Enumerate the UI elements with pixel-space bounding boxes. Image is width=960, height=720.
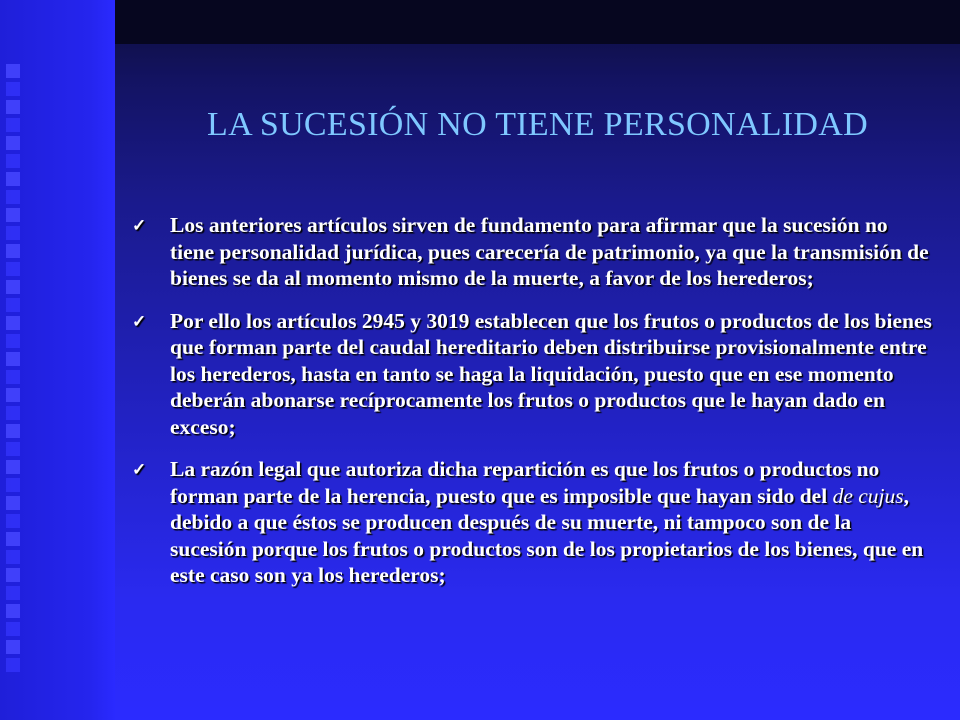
bullet-item xyxy=(132,308,932,441)
decorative-square xyxy=(6,586,20,600)
decorative-square xyxy=(6,226,20,240)
decorative-square xyxy=(6,514,20,528)
decorative-square xyxy=(6,658,20,672)
decorative-square xyxy=(6,262,20,276)
bullet-text-after: , debido a que éstos se producen después de su muerte, ni tampoco son de la sucesión porque los frutos o productos son de los propietarios de los bienes, que en este caso son ya los herederos; xyxy=(170,483,924,587)
decorative-square xyxy=(6,172,20,186)
bullet-item xyxy=(132,456,932,589)
decorative-square xyxy=(6,478,20,492)
decorative-square xyxy=(6,388,20,402)
decorative-square xyxy=(6,550,20,564)
bullet-text: Por ello los artículos 2945 y 3019 establecen que los frutos o productos de los bienes que forman parte del caudal hereditario deben distribuirse provisionalmente entre los herederos, hasta en tanto se haga la liquidación, puesto que en ese momento deberán abonarse recíprocamente los frutos o productos que le hayan dado en exceso; xyxy=(170,308,932,439)
decorative-square xyxy=(6,136,20,150)
decorative-square xyxy=(6,100,20,114)
decorative-square xyxy=(6,82,20,96)
check-mark-icon: ✓ xyxy=(132,460,147,479)
decorative-square xyxy=(6,604,20,618)
decorative-square xyxy=(6,460,20,474)
decorative-square xyxy=(6,568,20,582)
left-decorative-strip xyxy=(0,0,115,720)
decorative-square xyxy=(6,208,20,222)
decorative-squares xyxy=(6,64,26,676)
slide-title: LA SUCESIÓN NO TIENE PERSONALIDAD xyxy=(207,106,868,143)
decorative-square xyxy=(6,424,20,438)
top-dark-band xyxy=(115,0,960,44)
bullet-text-before: La razón legal que autoriza dicha repartición es que los frutos o productos no forman parte de la herencia, puesto que es imposible que hayan sido del xyxy=(170,457,880,508)
bullet-list xyxy=(132,212,932,605)
check-mark-icon: ✓ xyxy=(132,311,147,331)
decorative-square xyxy=(6,532,20,546)
decorative-square xyxy=(6,352,20,366)
decorative-square xyxy=(6,244,20,258)
bullet-text-italic: de cujus xyxy=(832,483,904,508)
decorative-square xyxy=(6,154,20,168)
bullet-item xyxy=(132,212,932,292)
decorative-square xyxy=(6,640,20,654)
decorative-square xyxy=(6,190,20,204)
decorative-square xyxy=(6,298,20,312)
decorative-square xyxy=(6,370,20,384)
decorative-square xyxy=(6,316,20,330)
decorative-square xyxy=(6,622,20,636)
decorative-square xyxy=(6,406,20,420)
decorative-square xyxy=(6,64,20,78)
decorative-square xyxy=(6,496,20,510)
decorative-square xyxy=(6,442,20,456)
decorative-square xyxy=(6,280,20,294)
check-mark-icon: ✓ xyxy=(132,216,147,235)
decorative-square xyxy=(6,118,20,132)
bullet-text: Los anteriores artículos sirven de fundamento para afirmar que la sucesión no tiene personalidad jurídica, pues carecería de patrimonio, ya que la transmisión de bienes se da al momento mismo de la muerte, a favor de los herederos; xyxy=(170,213,929,290)
decorative-square xyxy=(6,334,20,348)
